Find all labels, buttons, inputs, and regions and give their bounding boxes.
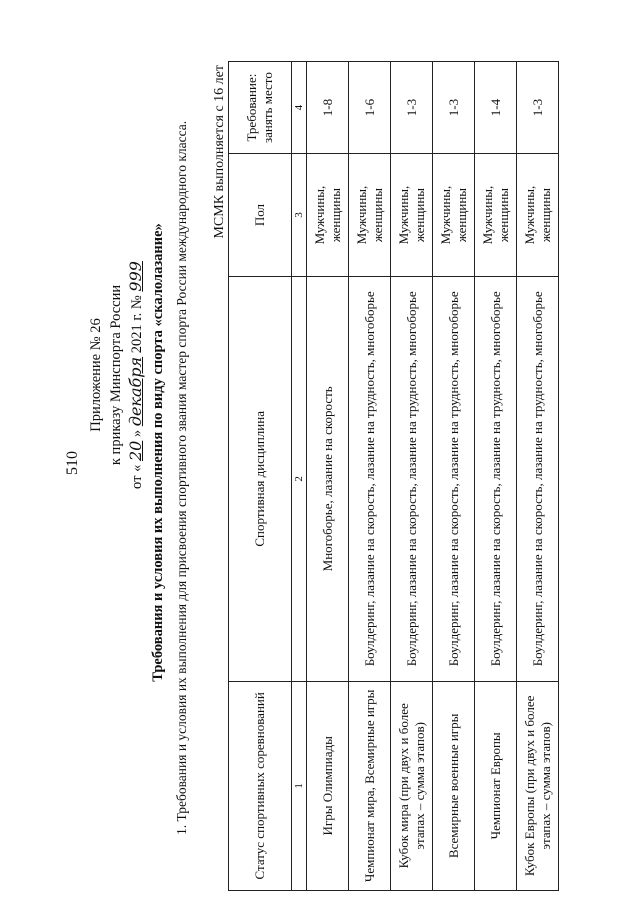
sex-cell: Мужчины, женщины [349, 154, 391, 277]
status-cell: Игры Олимпиады [307, 681, 349, 890]
age-note: МСМК выполняется с 16 лет [212, 65, 227, 239]
table-row [391, 62, 433, 891]
status-cell: Чемпионат мира, Всемирные игры [349, 681, 391, 890]
appendix-header [86, 225, 147, 525]
date-year: 2021 г. № [129, 295, 145, 354]
place-cell: 1-6 [349, 62, 391, 154]
order-date-line [126, 225, 147, 525]
column-number: 1 [292, 681, 307, 890]
discipline-cell: Многоборье, лазание на скорость [307, 276, 349, 681]
sex-cell: Мужчины, женщины [517, 154, 559, 277]
order-reference: к приказу Минспорта России [108, 284, 124, 466]
column-number: 4 [292, 62, 307, 154]
status-cell: Чемпионат Европы [475, 681, 517, 890]
discipline-cell: Боулдеринг, лазание на скорость, лазание на трудность, многоборье [517, 276, 559, 681]
appendix-label: Приложение № 26 [88, 318, 104, 432]
header-place: Требование: занять место [229, 62, 292, 154]
sex-cell: Мужчины, женщины [433, 154, 475, 277]
requirements-table [228, 61, 559, 891]
table-row [349, 62, 391, 891]
intro-paragraph: 1. Требования и условия их выполнения для присвоения спортивного звания мастер спорта России международного класса. [174, 120, 189, 835]
place-cell: 1-3 [391, 62, 433, 154]
table-row [475, 62, 517, 891]
place-cell: 1-4 [475, 62, 517, 154]
table-row [307, 62, 349, 891]
place-cell: 1-8 [307, 62, 349, 154]
table-header-row [229, 62, 292, 891]
discipline-cell: Боулдеринг, лазание на скорость, лазание на трудность, многоборье [349, 276, 391, 681]
date-mid: » [129, 429, 145, 438]
sex-cell: Мужчины, женщины [391, 154, 433, 277]
header-sex: Пол [229, 154, 292, 277]
table-row [433, 62, 475, 891]
place-cell: 1-3 [433, 62, 475, 154]
status-cell: Кубок Европы (при двух и более этапах – сумма этапов) [517, 681, 559, 890]
order-number: 999 [126, 261, 145, 292]
sex-cell: Мужчины, женщины [307, 154, 349, 277]
document-title: Требования и условия их выполнения по виду спорта «скалолазание» [150, 223, 166, 682]
discipline-cell: Боулдеринг, лазание на скорость, лазание на трудность, многоборье [433, 276, 475, 681]
date-prefix: от « [129, 464, 145, 489]
header-discipline: Спортивная дисциплина [229, 276, 292, 681]
discipline-cell: Боулдеринг, лазание на скорость, лазание на трудность, многоборье [475, 276, 517, 681]
date-day: 20 [126, 440, 145, 462]
date-month: декабря [126, 356, 145, 427]
discipline-cell: Боулдеринг, лазание на скорость, лазание на трудность, многоборье [391, 276, 433, 681]
column-number-row [292, 62, 307, 891]
sex-cell: Мужчины, женщины [475, 154, 517, 277]
header-status: Статус спортивных соревнований [229, 681, 292, 890]
place-cell: 1-3 [517, 62, 559, 154]
table-row [517, 62, 559, 891]
status-cell: Кубок мира (при двух и более этапах – сумма этапов) [391, 681, 433, 890]
column-number: 3 [292, 154, 307, 277]
page-number: 510 [64, 451, 81, 475]
column-number: 2 [292, 276, 307, 681]
status-cell: Всемирные военные игры [433, 681, 475, 890]
